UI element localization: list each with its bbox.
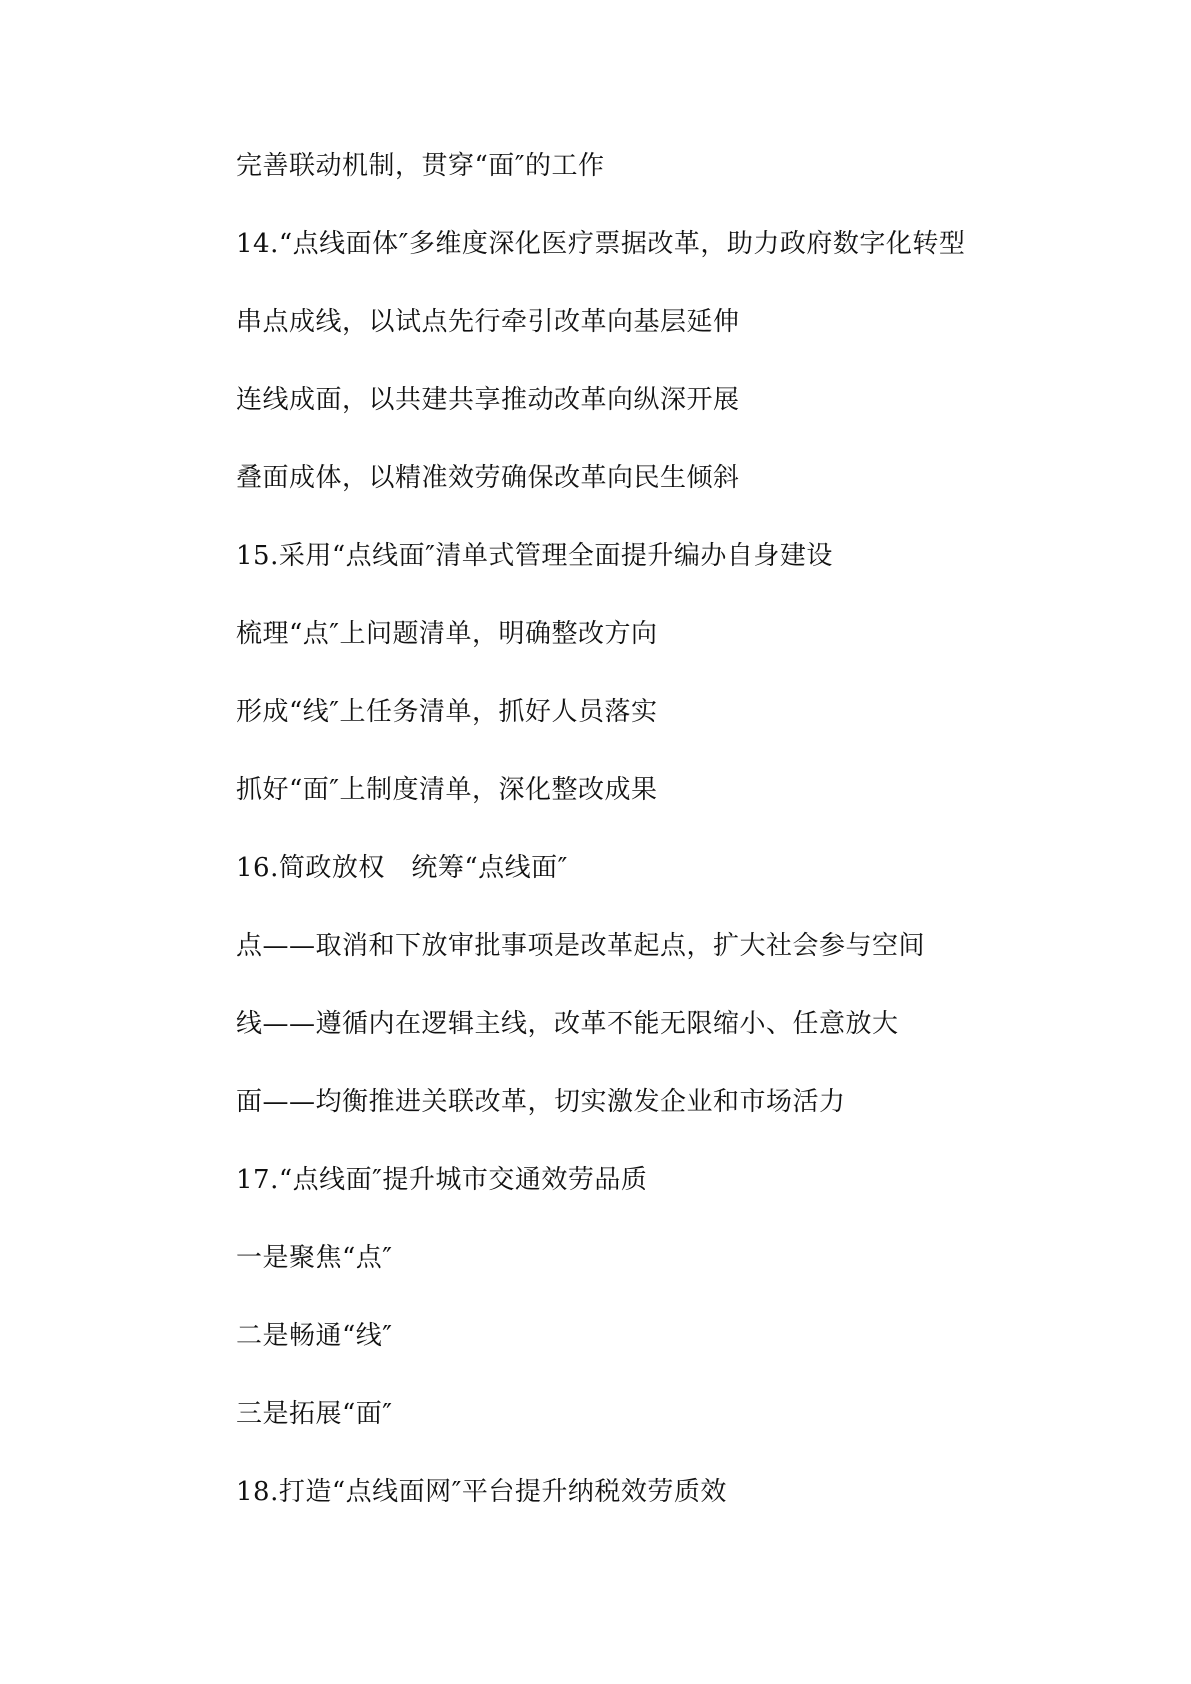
text-line: 叠面成体，以精准效劳确保改革向民生倾斜 <box>236 463 740 493</box>
text-line: 完善联动机制，贯穿“面″的工作 <box>236 151 605 181</box>
text-line: 梳理“点″上问题清单，明确整改方向 <box>236 619 658 649</box>
document-body <box>236 144 1086 1548</box>
text-line: 二是畅通“线″ <box>236 1321 393 1351</box>
text-line: 连线成面，以共建共享推动改革向纵深开展 <box>236 385 740 415</box>
text-line: 点——取消和下放审批事项是改革起点，扩大社会参与空间 <box>236 931 926 961</box>
text-line: 线——遵循内在逻辑主线，改革不能无限缩小、任意放大 <box>236 1009 899 1039</box>
section-heading-18: 18.打造“点线面网″平台提升纳税效劳质效 <box>236 1477 727 1507</box>
text-line: 串点成线，以试点先行牵引改革向基层延伸 <box>236 307 740 337</box>
text-line: 抓好“面″上制度清单，深化整改成果 <box>236 775 658 805</box>
text-line: 形成“线″上任务清单，抓好人员落实 <box>236 697 658 727</box>
text-line: 面——均衡推进关联改革，切实激发企业和市场活力 <box>236 1087 846 1117</box>
section-heading-17: 17.“点线面″提升城市交通效劳品质 <box>236 1165 648 1195</box>
section-heading-16: 16.简政放权 统筹“点线面″ <box>236 853 568 883</box>
section-heading-15: 15.采用“点线面″清单式管理全面提升编办自身建设 <box>236 541 833 571</box>
section-heading-14: 14.“点线面体″多维度深化医疗票据改革，助力政府数字化转型 <box>236 229 966 259</box>
text-line: 三是拓展“面″ <box>236 1399 393 1429</box>
text-line: 一是聚焦“点″ <box>236 1243 393 1273</box>
